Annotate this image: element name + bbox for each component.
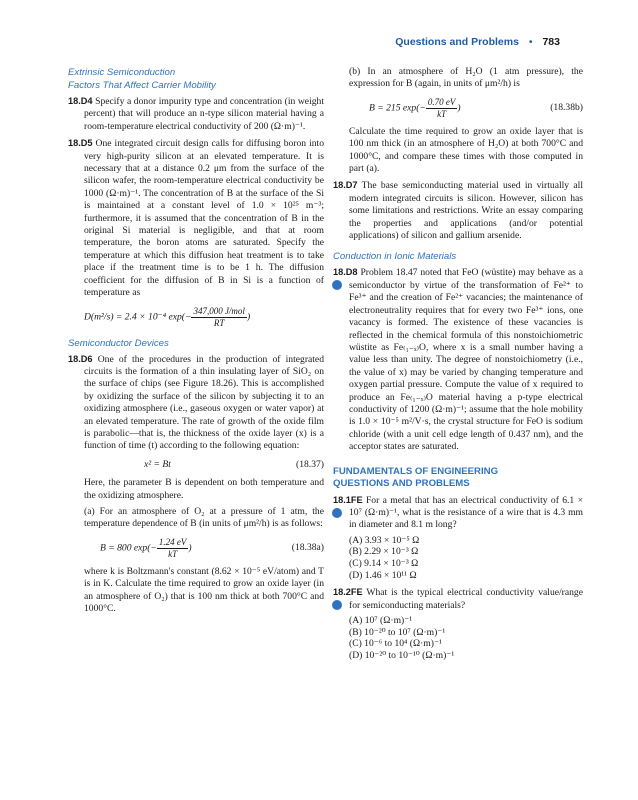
paragraph: Calculate the time required to grow an oxide layer that is 100 nm thick (in an atmosphere of H₂O) at both 700°C and 1000°C, and compare these times with those computed in part (a). bbox=[349, 125, 583, 175]
equation-number: (18.37) bbox=[296, 458, 324, 470]
answer-option: (A) 3.93 × 10⁻⁵ Ω bbox=[349, 534, 420, 546]
section-heading: Conduction in Ionic Materials bbox=[333, 251, 457, 263]
problem-18-d5 bbox=[68, 137, 324, 299]
equation-body: x² = Bt bbox=[144, 458, 171, 470]
problem-text: One integrated circuit design calls for diffusing boron into very high-purity silicon at an elevated temperature. It is necessary that at a distance 0.2 μm from the surface of the silicon wafer, the room-temperature electrical conductivity be 1000 (Ω·m)⁻¹. The concentration of B at the surface of the Si is maintained at a constant level of 1.0 × 10²⁵ m⁻³; furthermore, it is assumed that the concentration of B in the original Si material is negligible, and that at room temperature, the boron atoms are saturated. Specify the temperature at which this diffusion heat treatment is to take place if the treatment time is to be 1 h. The diffusion coefficient for the diffusion of B in Si is a function of temperature as bbox=[84, 138, 325, 299]
answer-option: (C) 10⁻⁶ to 10⁴ (Ω·m)⁻¹ bbox=[349, 638, 442, 650]
answer-options bbox=[333, 615, 583, 661]
problem-18-d8 bbox=[325, 266, 583, 453]
problem-text: One of the procedures in the production of integrated circuits is the formation of a thin insulating layer of SiO₂ on the surface of chips (see Figure 18.26). This is accomplished by oxidizing the surface of the silicon by subjecting it to an oxidizing atmosphere (i.e., gaseous oxygen or water vapor) at an elevated temperature. The rate of growth of the oxide film is parabolic—that is, the thickness of the oxide layer (x) is a function of time (t) according to the following equation: bbox=[84, 353, 324, 452]
left-column bbox=[68, 66, 324, 619]
section-heading: Semiconductor Devices bbox=[68, 337, 169, 349]
section-heading: Factors That Affect Carrier Mobility bbox=[68, 80, 216, 91]
problem-number: 18.D6 bbox=[68, 353, 93, 364]
equation-18-38a: B = 800 exp(− $\frac{1.24 eV}{kT}$ ) (18.38a) bbox=[100, 536, 324, 559]
equation-number: (18.38a) bbox=[291, 542, 324, 554]
equation-lhs: B = 800 exp bbox=[100, 542, 148, 554]
equation-lhs: B = 215 exp bbox=[369, 102, 417, 114]
answer-option: (B) 10⁻²⁰ to 10⁷ (Ω·m)⁻¹ bbox=[349, 626, 446, 638]
equation-numerator: 1.24 eV bbox=[158, 536, 187, 547]
paragraph-part-b: (b) In an atmosphere of H₂O (1 atm pressure), the expression for B (again, in units of μm²/h) is bbox=[349, 66, 583, 90]
problem-number: 18.D8 bbox=[333, 267, 358, 278]
equation-denominator: kT bbox=[168, 548, 178, 559]
plus-icon: + bbox=[332, 508, 342, 518]
problem-18-d7 bbox=[333, 179, 583, 242]
equation-diffusion: D(m²/s) = 2.4 × 10⁻⁴ exp(− $\frac{\text{347,000 J/mol}}{RT}$ ) bbox=[84, 305, 251, 328]
fe-heading: FUNDAMENTALS OF ENGINEERING QUESTIONS AND PROBLEMS bbox=[333, 465, 499, 489]
plus-icon: + bbox=[332, 280, 342, 290]
header-separator: • bbox=[528, 36, 533, 48]
equation-lhs: D(m²/s) = 2.4 × 10⁻⁴ exp bbox=[84, 311, 182, 323]
answer-option: (C) 9.14 × 10⁻³ Ω bbox=[349, 557, 419, 569]
answer-options bbox=[333, 535, 583, 581]
problem-number: 18.2FE bbox=[333, 587, 363, 598]
fe-question-2 bbox=[325, 586, 583, 612]
paragraph-part-a: (a) For an atmosphere of O₂ at a pressure of 1 atm, the temperature dependence of B (in units of μm²/h) is as follows: bbox=[84, 505, 324, 530]
paragraph: where k is Boltzmann's constant (8.62 × 10⁻⁵ eV/atom) and T is in K. Calculate the time required to grow an oxide layer (in an atmosphere of O₂) that is 100 nm thick at both 700°C and 1000°C. bbox=[84, 565, 324, 614]
problem-text: Specify a donor impurity type and concentration (in weight percent) that will produce an n-type silicon material having a room-temperature electrical conductivity of 200 (Ω·m)⁻¹. bbox=[84, 96, 324, 132]
plus-icon: + bbox=[332, 600, 342, 610]
section-heading: Extrinsic Semiconduction bbox=[68, 67, 176, 78]
problem-number: 18.D5 bbox=[68, 138, 93, 149]
problem-text: What is the typical electrical conductivity value/range for semiconducting materials? bbox=[349, 587, 583, 611]
problem-text: Problem 18.47 noted that FeO (wüstite) may behave as a semiconductor by virtue of the transformation of Fe²⁺ to Fe³⁺ and the creation of Fe²⁺ vacancies; the maintenance of electroneutrality requires that for every two Fe³⁺ ions, one vacancy is formed. The existence of these vacancies is reflected in the chemical formula of this nonstoichiometric wüstite as Fe₍₁₋ₓ₎O, where x is a small number having a value less than unity. The degree of nonstoichiometry (i.e., the value of x) may be varied by changing temperature and oxygen partial pressure. Compute the value of x required to produce an Fe₍₁₋ₓ₎O material having a p-type electrical conductivity of 1200 (Ω·m)⁻¹; assume that the hole mobility is 1.0 × 10⁻⁵ m²/V·s, the crystal structure for FeO is sodium chloride (with a unit cell edge length of 0.437 nm), and the acceptor states are saturated. bbox=[349, 267, 583, 453]
problem-text: The base semiconducting material used in virtually all modern integrated circuits is silicon. However, silicon has some limitations and restrictions. Write an essay comparing the properties and applications (and/or potential applications) of silicon and gallium arsenide. bbox=[349, 180, 583, 242]
equation-18-37 bbox=[68, 459, 324, 471]
answer-option: (D) 10⁻²⁰ to 10⁻¹⁰ (Ω·m)⁻¹ bbox=[349, 649, 455, 661]
problem-18-d4 bbox=[68, 95, 324, 133]
equation-numerator: 347,000 J/mol bbox=[193, 305, 245, 316]
problem-number: 18.D4 bbox=[68, 96, 93, 106]
equation-denominator: RT bbox=[213, 317, 225, 328]
page-header bbox=[395, 36, 560, 48]
answer-option: (D) 1.46 × 10¹¹ Ω bbox=[349, 569, 417, 581]
header-title: Questions and Problems bbox=[395, 36, 519, 48]
paragraph: Here, the parameter B is dependent on both temperature and the oxidizing atmosphere. bbox=[84, 477, 324, 501]
page-number: 783 bbox=[542, 36, 560, 48]
problem-number: 18.D7 bbox=[333, 180, 358, 191]
right-column bbox=[325, 66, 583, 666]
problem-number: 18.1FE bbox=[333, 494, 363, 505]
problem-text: For a metal that has an electrical conductivity of 6.1 × 10⁷ (Ω·m)⁻¹, what is the resistance of a wire that is 4.3 mm in diameter and 8.1 m long? bbox=[349, 494, 583, 531]
equation-numerator: 0.70 eV bbox=[427, 96, 456, 107]
answer-option: (B) 2.29 × 10⁻³ Ω bbox=[349, 546, 419, 558]
problem-18-d6 bbox=[68, 353, 324, 453]
answer-option: (A) 10⁷ (Ω·m)⁻¹ bbox=[349, 614, 413, 626]
equation-number: (18.38b) bbox=[550, 102, 583, 114]
equation-denominator: kT bbox=[437, 108, 447, 119]
equation-18-38b: B = 215 exp(− $\frac{0.70 eV}{kT}$ ) (18.38b) bbox=[369, 96, 583, 119]
fe-question-1 bbox=[325, 494, 583, 532]
